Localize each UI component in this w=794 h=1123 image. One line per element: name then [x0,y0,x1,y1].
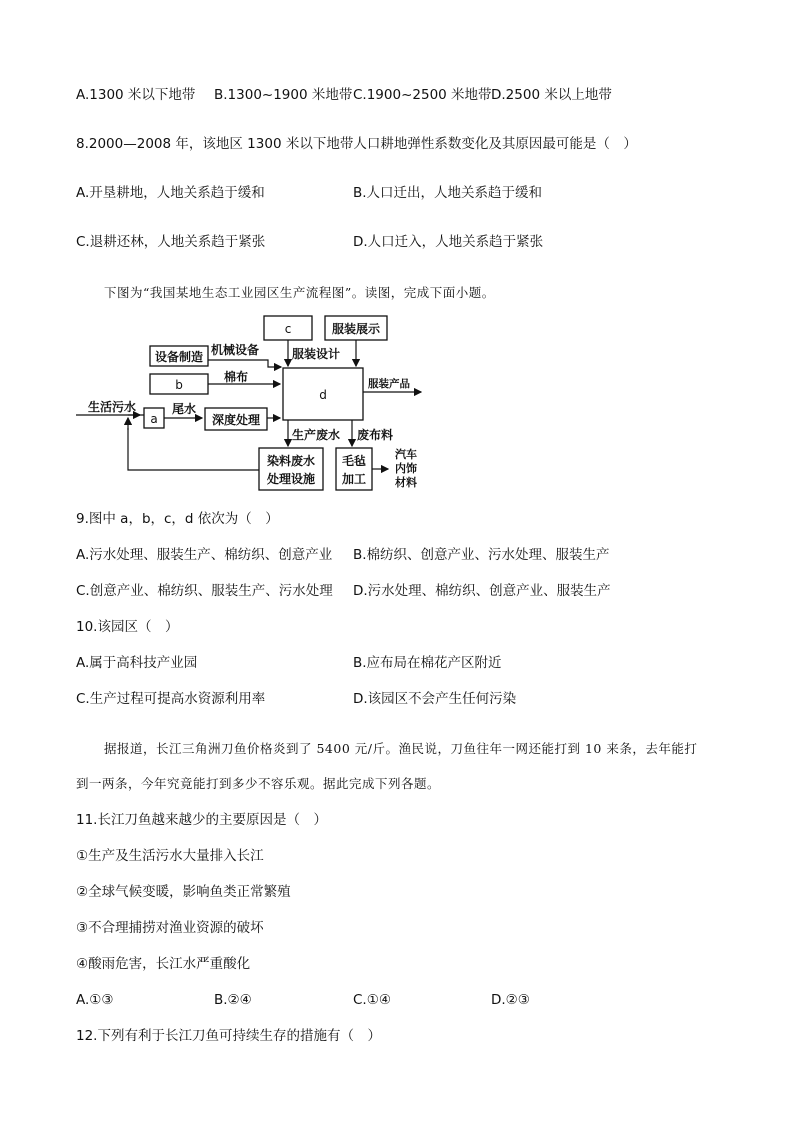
q11-stem: 11.长江刀鱼越来越少的主要原因是（ ） [76,812,327,828]
label-production-wastewater: 生产废水 [292,428,341,442]
label-equipment-mfg: 设备制造 [154,350,204,364]
label-tail-water: 尾水 [172,402,197,416]
label-dye-facility-1: 染料废水 [266,454,316,468]
arrow-machinery-to-d [208,360,281,367]
q9-option-c: C.创意产业、棉纺织、服装生产、污水处理 [76,583,333,599]
q7-option-c: C.1900~2500 米地带 [353,87,492,103]
label-car-2: 内饰 [395,462,417,475]
q12-stem: 12.下列有利于长江刀鱼可持续生存的措施有（ ） [76,1028,381,1044]
intro-diagram: 下图为“我国某地生态工业园区生产流程图”。读图，完成下面小题。 [104,285,495,300]
q9-stem: 9.图中 a，b，c，d 依次为（ ） [76,511,279,527]
label-felt-2: 加工 [341,472,367,486]
q7-option-b: B.1300~1900 米地带 [214,87,353,103]
label-car-1: 汽车 [395,448,417,461]
q10-option-b: B.应布局在棉花产区附近 [353,655,502,671]
q11-option-c: C.①④ [353,992,391,1008]
label-b: b [175,378,183,392]
q10-stem: 10.该园区（ ） [76,619,179,635]
q11-statement-2: ②全球气候变暖，影响鱼类正常繁殖 [76,884,291,900]
q11-option-a: A.①③ [76,992,114,1008]
q7-option-a: A.1300 米以下地带 [76,87,196,103]
q11-option-d: D.②③ [491,992,530,1008]
intro-fish-line1: 据报道，长江三角洲刀鱼价格炎到了 5400 元/斤。渔民说，刀鱼往年一网还能打到 10 来条，去年能打 [104,741,698,756]
q11-statement-1: ①生产及生活污水大量排入长江 [76,848,264,864]
q10-option-d: D.该园区不会产生任何污染 [353,691,517,707]
loop-dye-to-sewage [128,428,259,470]
label-machinery: 机械设备 [211,343,260,357]
q8-option-d: D.人口迁入，人地关系趋于紧张 [353,234,544,250]
q8-option-a: A.开垦耕地，人地关系趋于缓和 [76,185,265,201]
label-dye-facility-2: 处理设施 [266,472,316,486]
q10-option-a: A.属于高科技产业园 [76,655,198,671]
label-a: a [150,412,158,426]
q11-statement-3: ③不合理捕捞对渔业资源的破坏 [76,920,264,936]
production-flow-diagram [76,312,436,497]
q7-option-d: D.2500 米以上地带 [491,87,612,103]
flow-chart-svg [76,312,436,497]
q9-option-b: B.棉纺织、创意产业、污水处理、服装生产 [353,547,610,563]
label-car-3: 材料 [395,476,417,489]
label-clothing-products: 服装产品 [368,378,410,390]
label-c: c [284,322,292,336]
intro-fish-line2: 到一两条，今年究竟能打到多少不容乐观。据此完成下列各题。 [76,776,441,791]
q8-option-c: C.退耕还林，人地关系趋于紧张 [76,234,266,250]
label-fashion-design: 服装设计 [292,347,341,361]
q8-stem: 8.2000—2008 年，该地区 1300 米以下地带人口耕地弹性系数变化及其原因最可能是（ ） [76,136,637,152]
label-waste-material: 废布料 [357,428,394,442]
label-felt-1: 毛毡 [341,454,367,468]
q11-option-b: B.②④ [214,992,252,1008]
label-deep-treatment: 深度处理 [211,413,261,427]
q11-statement-4: ④酸雨危害，长江水严重酸化 [76,956,251,972]
q8-option-b: B.人口迁出，人地关系趋于缓和 [353,185,543,201]
q9-option-d: D.污水处理、棉纺织、创意产业、服装生产 [353,583,611,599]
q9-option-a: A.污水处理、服装生产、棉纺织、创意产业 [76,547,333,563]
label-cotton-cloth: 棉布 [224,370,249,384]
label-fashion-show: 服装展示 [331,322,381,336]
label-d: d [319,388,327,402]
label-domestic-sewage: 生活污水 [88,400,137,414]
q10-option-c: C.生产过程可提高水资源利用率 [76,691,266,707]
